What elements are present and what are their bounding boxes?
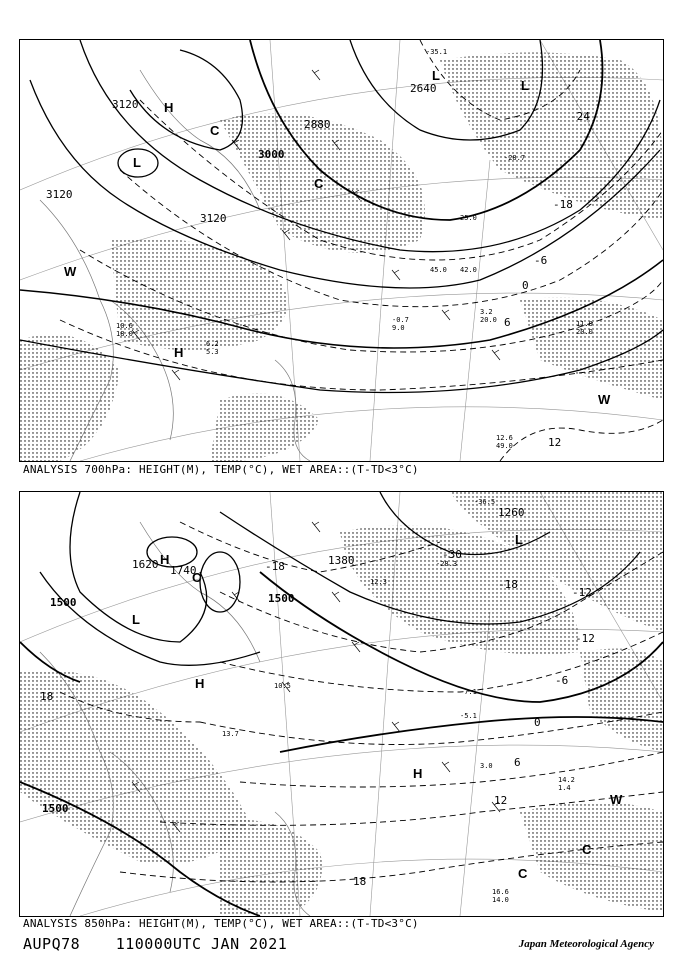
temperature-label: 0 bbox=[534, 716, 541, 729]
map-700hpa bbox=[20, 40, 663, 461]
height-label: 1740 bbox=[170, 564, 197, 577]
station-value: 3.2 bbox=[480, 308, 493, 316]
cold-center: C bbox=[314, 176, 324, 191]
cold-center: C bbox=[582, 842, 592, 857]
temperature-label: -6 bbox=[534, 254, 548, 267]
temperature-label: -18 bbox=[553, 198, 573, 211]
warm-center: W bbox=[598, 392, 611, 407]
station-value: -28.7 bbox=[504, 154, 526, 162]
height-label: 1500 bbox=[50, 596, 77, 609]
agency-label: Japan Meteorological Agency bbox=[518, 938, 654, 950]
height-label: 1380 bbox=[328, 554, 355, 567]
chart-code: AUPQ78 bbox=[23, 935, 81, 953]
temperature-label: -6 bbox=[555, 674, 569, 687]
chart-700hpa bbox=[19, 39, 664, 462]
low-center: L bbox=[515, 532, 523, 547]
station-value: 1.4 bbox=[558, 784, 571, 792]
temperature-label: -12 bbox=[572, 586, 592, 599]
chart-850hpa bbox=[19, 491, 664, 917]
station-value: 45.0 bbox=[430, 266, 447, 274]
station-value: 10.6 bbox=[116, 322, 133, 330]
height-label: 3120 bbox=[112, 98, 139, 111]
station-value: -7.1 bbox=[460, 688, 477, 696]
station-value: 5.3 bbox=[206, 348, 219, 356]
chart-datetime: 110000UTC JAN 2021 bbox=[115, 935, 288, 953]
station-value: 3.0 bbox=[480, 762, 493, 770]
station-value: -36.5 bbox=[474, 498, 496, 506]
station-value: 49.0 bbox=[496, 442, 513, 450]
temperature-label: -12 bbox=[575, 632, 595, 645]
temperature-label: 18 bbox=[40, 690, 54, 703]
station-value: 16.6 bbox=[492, 888, 509, 896]
high-center: H bbox=[164, 100, 174, 115]
high-center: H bbox=[174, 345, 184, 360]
cold-center: C bbox=[192, 570, 202, 585]
wet-areas bbox=[20, 53, 663, 462]
station-value: 12.3 bbox=[370, 578, 387, 586]
height-label: 2880 bbox=[304, 118, 331, 131]
height-label: 3000 bbox=[258, 148, 285, 161]
temperature-label: -24 bbox=[570, 110, 590, 123]
temperature-label: 18 bbox=[353, 875, 367, 888]
map-850hpa bbox=[20, 492, 663, 916]
high-center: H bbox=[413, 766, 423, 781]
warm-center: W bbox=[64, 264, 77, 279]
temperature-label: 12 bbox=[548, 436, 562, 449]
temperature-label: 6 bbox=[514, 756, 521, 769]
station-value: 42.0 bbox=[460, 266, 477, 274]
low-center: L bbox=[432, 68, 440, 83]
high-center: H bbox=[195, 676, 205, 691]
height-label: 3120 bbox=[46, 188, 73, 201]
high-center: H bbox=[160, 552, 170, 567]
height-label: 1500 bbox=[42, 802, 69, 815]
cold-center: C bbox=[210, 123, 220, 138]
station-value: 12.6 bbox=[496, 434, 513, 442]
station-value: 10.5 bbox=[274, 682, 291, 690]
height-label: 3120 bbox=[200, 212, 227, 225]
station-value: 9.0 bbox=[392, 324, 405, 332]
temperature-label: 0 bbox=[522, 279, 529, 292]
station-value: 14.2 bbox=[558, 776, 575, 784]
height-label: 1260 bbox=[498, 506, 525, 519]
temperature-label: -30 bbox=[442, 548, 462, 561]
temperature-label: -18 bbox=[265, 560, 285, 573]
height-label: 1500 bbox=[268, 592, 295, 605]
station-value: 18.0 bbox=[116, 330, 133, 338]
station-value: -5.1 bbox=[460, 712, 477, 720]
low-center: L bbox=[521, 78, 529, 93]
temperature-label: 12 bbox=[494, 794, 508, 807]
chart-identifier bbox=[23, 935, 313, 953]
station-value: -28.3 bbox=[436, 560, 458, 568]
station-value: 25.0 bbox=[460, 214, 477, 222]
temperature-label: 6 bbox=[504, 316, 511, 329]
caption-700hpa: ANALYSIS 700hPa: HEIGHT(M), TEMP(°C), WET AREA::(T-TD<3°C) bbox=[23, 463, 419, 476]
height-label: 2640 bbox=[410, 82, 437, 95]
station-value: 11.0 bbox=[576, 320, 593, 328]
station-value: 20.0 bbox=[576, 328, 593, 336]
temperature-label: -18 bbox=[498, 578, 518, 591]
station-value: 6.2 bbox=[206, 340, 219, 348]
caption-850hpa: ANALYSIS 850hPa: HEIGHT(M), TEMP(°C), WET AREA::(T-TD<3°C) bbox=[23, 917, 419, 930]
station-value: 13.7 bbox=[222, 730, 239, 738]
station-value: 14.0 bbox=[492, 896, 509, 904]
cold-center: C bbox=[518, 866, 528, 881]
station-value: -35.1 bbox=[426, 48, 448, 56]
warm-center: W bbox=[610, 792, 623, 807]
station-value: -0.7 bbox=[392, 316, 409, 324]
low-center: L bbox=[133, 155, 141, 170]
low-center: L bbox=[132, 612, 140, 627]
station-value: 20.0 bbox=[480, 316, 497, 324]
height-label: 1620 bbox=[132, 558, 159, 571]
